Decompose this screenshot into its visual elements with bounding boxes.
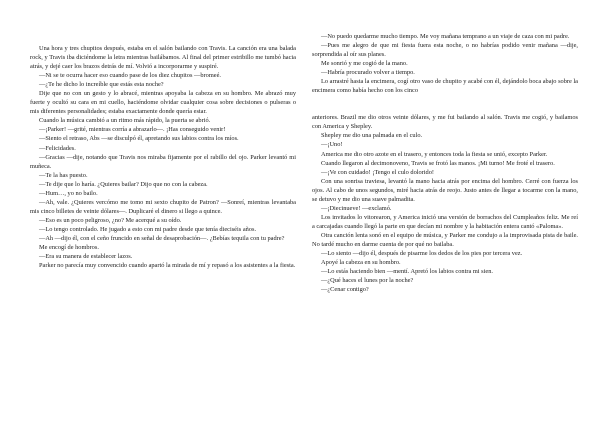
paragraph: America me dio otro azote en el trasero, y entonces toda la fiesta se unió, excepto Parker. — [321, 150, 548, 158]
paragraph: —Gracias —dije, notando que Travis nos miraba fijamente por el rabillo del ojo. Parker levantó mi muñeca. — [30, 153, 296, 170]
paragraph: —Ah, vale. ¿Quieres vercómo me tomo mi sexto chupito de Patron? —Sonreí, mientras levantaba mis cinco billetes de veinte dólares—. Duplicaré el dinero si llego a quince. — [30, 198, 296, 215]
paragraph: anteriores. Brazil me dio otros veinte dólares, y me fui bailando al salón. Travis me cogió, y bailamos con America y Shepley. — [312, 114, 578, 131]
paragraph: —Lo siento —dijo él, después de pisarme los dedos de los pies por tercera vez. — [321, 250, 523, 258]
paragraph: Con una sonrisa traviesa, levantó la mano hacia atrás por encima del hombro. Cerré con fuerza los ojos. Al cabo de unos segundos, miré hacia atrás de reojo. Justo antes de llegar a tocarme con la mano, se detuvo y me dio una suave palmadita. — [312, 177, 578, 203]
paragraph: —Pues me alegro de que mi fiesta fuera esta noche, o no habrías podido venir mañana —dije, sorprendida al oír sus planes. — [312, 42, 578, 59]
left-page — [30, 44, 296, 428]
paragraph: —No puedo quedarme mucho tiempo. Me voy mañana temprano a un viaje de caza con mi padre. — [321, 33, 570, 40]
paragraph: —¡Uno! — [321, 141, 343, 149]
paragraph: —¡Parker! —grité, mientras corría a abrazarlo—. ¡Has conseguido venir! — [39, 126, 226, 134]
paragraph: Parker no parecía muy convencido cuando apartó la mirada de mí y repasó a los asistentes a la fiesta. — [39, 262, 296, 270]
paragraph: Una hora y tres chupitos después, estaba en el salón bailando con Travis. La canción era una balada rock, y Travis iba diciéndome la letra mientras bailábamos. Al final del primer estribillo me tumbó hacia atrás, y dejé caer los brazos detrás de mí. Volvió a incorporarme y suspiré. — [30, 45, 296, 71]
section-gap — [312, 104, 578, 113]
right-page-top-block — [312, 32, 578, 95]
paragraph: —Ah —dijo él, con el ceño fruncido en señal de desaprobación—. ¿Bebías tequila con tu padre? — [39, 234, 285, 242]
paragraph: —¡Diecinueve! —exclamó. — [321, 204, 392, 212]
paragraph: Shepley me dio una palmada en el culo. — [321, 132, 423, 140]
paragraph: —¡Ve con cuidado! ¡Tengo el culo dolorido! — [321, 168, 435, 176]
paragraph: Lo arrastré hasta la encimera, cogí otro vaso de chupito y acabé con él, dejándolo boca abajo sobre la encimera como había hecho con los cinco — [312, 78, 578, 95]
paragraph: Apoyé la cabeza en su hombro. — [321, 259, 401, 267]
right-page-bottom-block — [312, 113, 578, 294]
paragraph: —Eso es un poco peligroso, ¿no? Me acerqué a su oído. — [39, 216, 182, 224]
paragraph: —Hum…, yo no bailo. — [39, 189, 98, 197]
paragraph: Me sonrió y me cogió de la mano. — [321, 60, 408, 68]
paragraph: —Lo tengo controlado. He jugado a esto con mi padre desde que tenía dieciséis años. — [39, 225, 257, 233]
paragraph: —Ni se te ocurra hacer eso cuando pase de los diez chupitos —bromeé. — [39, 72, 221, 80]
section-gap — [312, 95, 578, 104]
paragraph: —Siento el retraso, Abs —se disculpó él, apretando sus labios contra los míos. — [39, 135, 239, 143]
paragraph: Cuando llegaron al decimonoveno, Travis se frotó las manos. ¡Mi turno! Me froté el trasero. — [321, 159, 555, 167]
paragraph: —Te dije que lo haría. ¿Quieres bailar? Dijo que no con la cabeza. — [39, 180, 208, 188]
paragraph: Dije que no con un gesto y lo abracé, mientras apoyaba la cabeza en su hombro. Me abrazó muy fuerte y ocultó su cara en mi cuello, haciéndome olvidar cualquier cosa sobre decisiones o pulseras o mis diferentes personalidades; estaba exactamente donde quería estar. — [30, 90, 296, 116]
paragraph: —Felicidades. — [39, 144, 76, 152]
paragraph: —¿Qué haces el lunes por la noche? — [321, 277, 414, 285]
paragraph: —¿Te he dicho lo increíble que estás esta noche? — [39, 81, 164, 89]
paragraph: —Era su manera de establecer lazos. — [39, 253, 133, 261]
paragraph: —Habría procurado volver a tiempo. — [321, 69, 415, 77]
paragraph: Otra canción lenta sonó en el equipo de música, y Parker me condujo a la improvisada pista de baile. No tardé mucho en darme cuenta de por qué no bailaba. — [312, 231, 578, 248]
paragraph: —¿Cenar contigo? — [321, 286, 369, 294]
right-page — [312, 32, 578, 428]
paragraph: Los invitados lo vitorearon, y America inició una versión de borrachos del Cumpleaños feliz. Me reí a carcajadas cuando llegó la parte en que decían mi nombre y la habitación entera cantó «Paloma». — [312, 213, 578, 230]
paragraph: Me encogí de hombros. — [39, 244, 99, 252]
paragraph: —Lo estás haciendo bien —mentí. Apretó los labios contra mi sien. — [321, 268, 493, 276]
paragraph: —Te la has puesto. — [39, 171, 88, 179]
paragraph: Cuando la música cambió a un ritmo más rápido, la puerta se abrió. — [39, 117, 211, 125]
